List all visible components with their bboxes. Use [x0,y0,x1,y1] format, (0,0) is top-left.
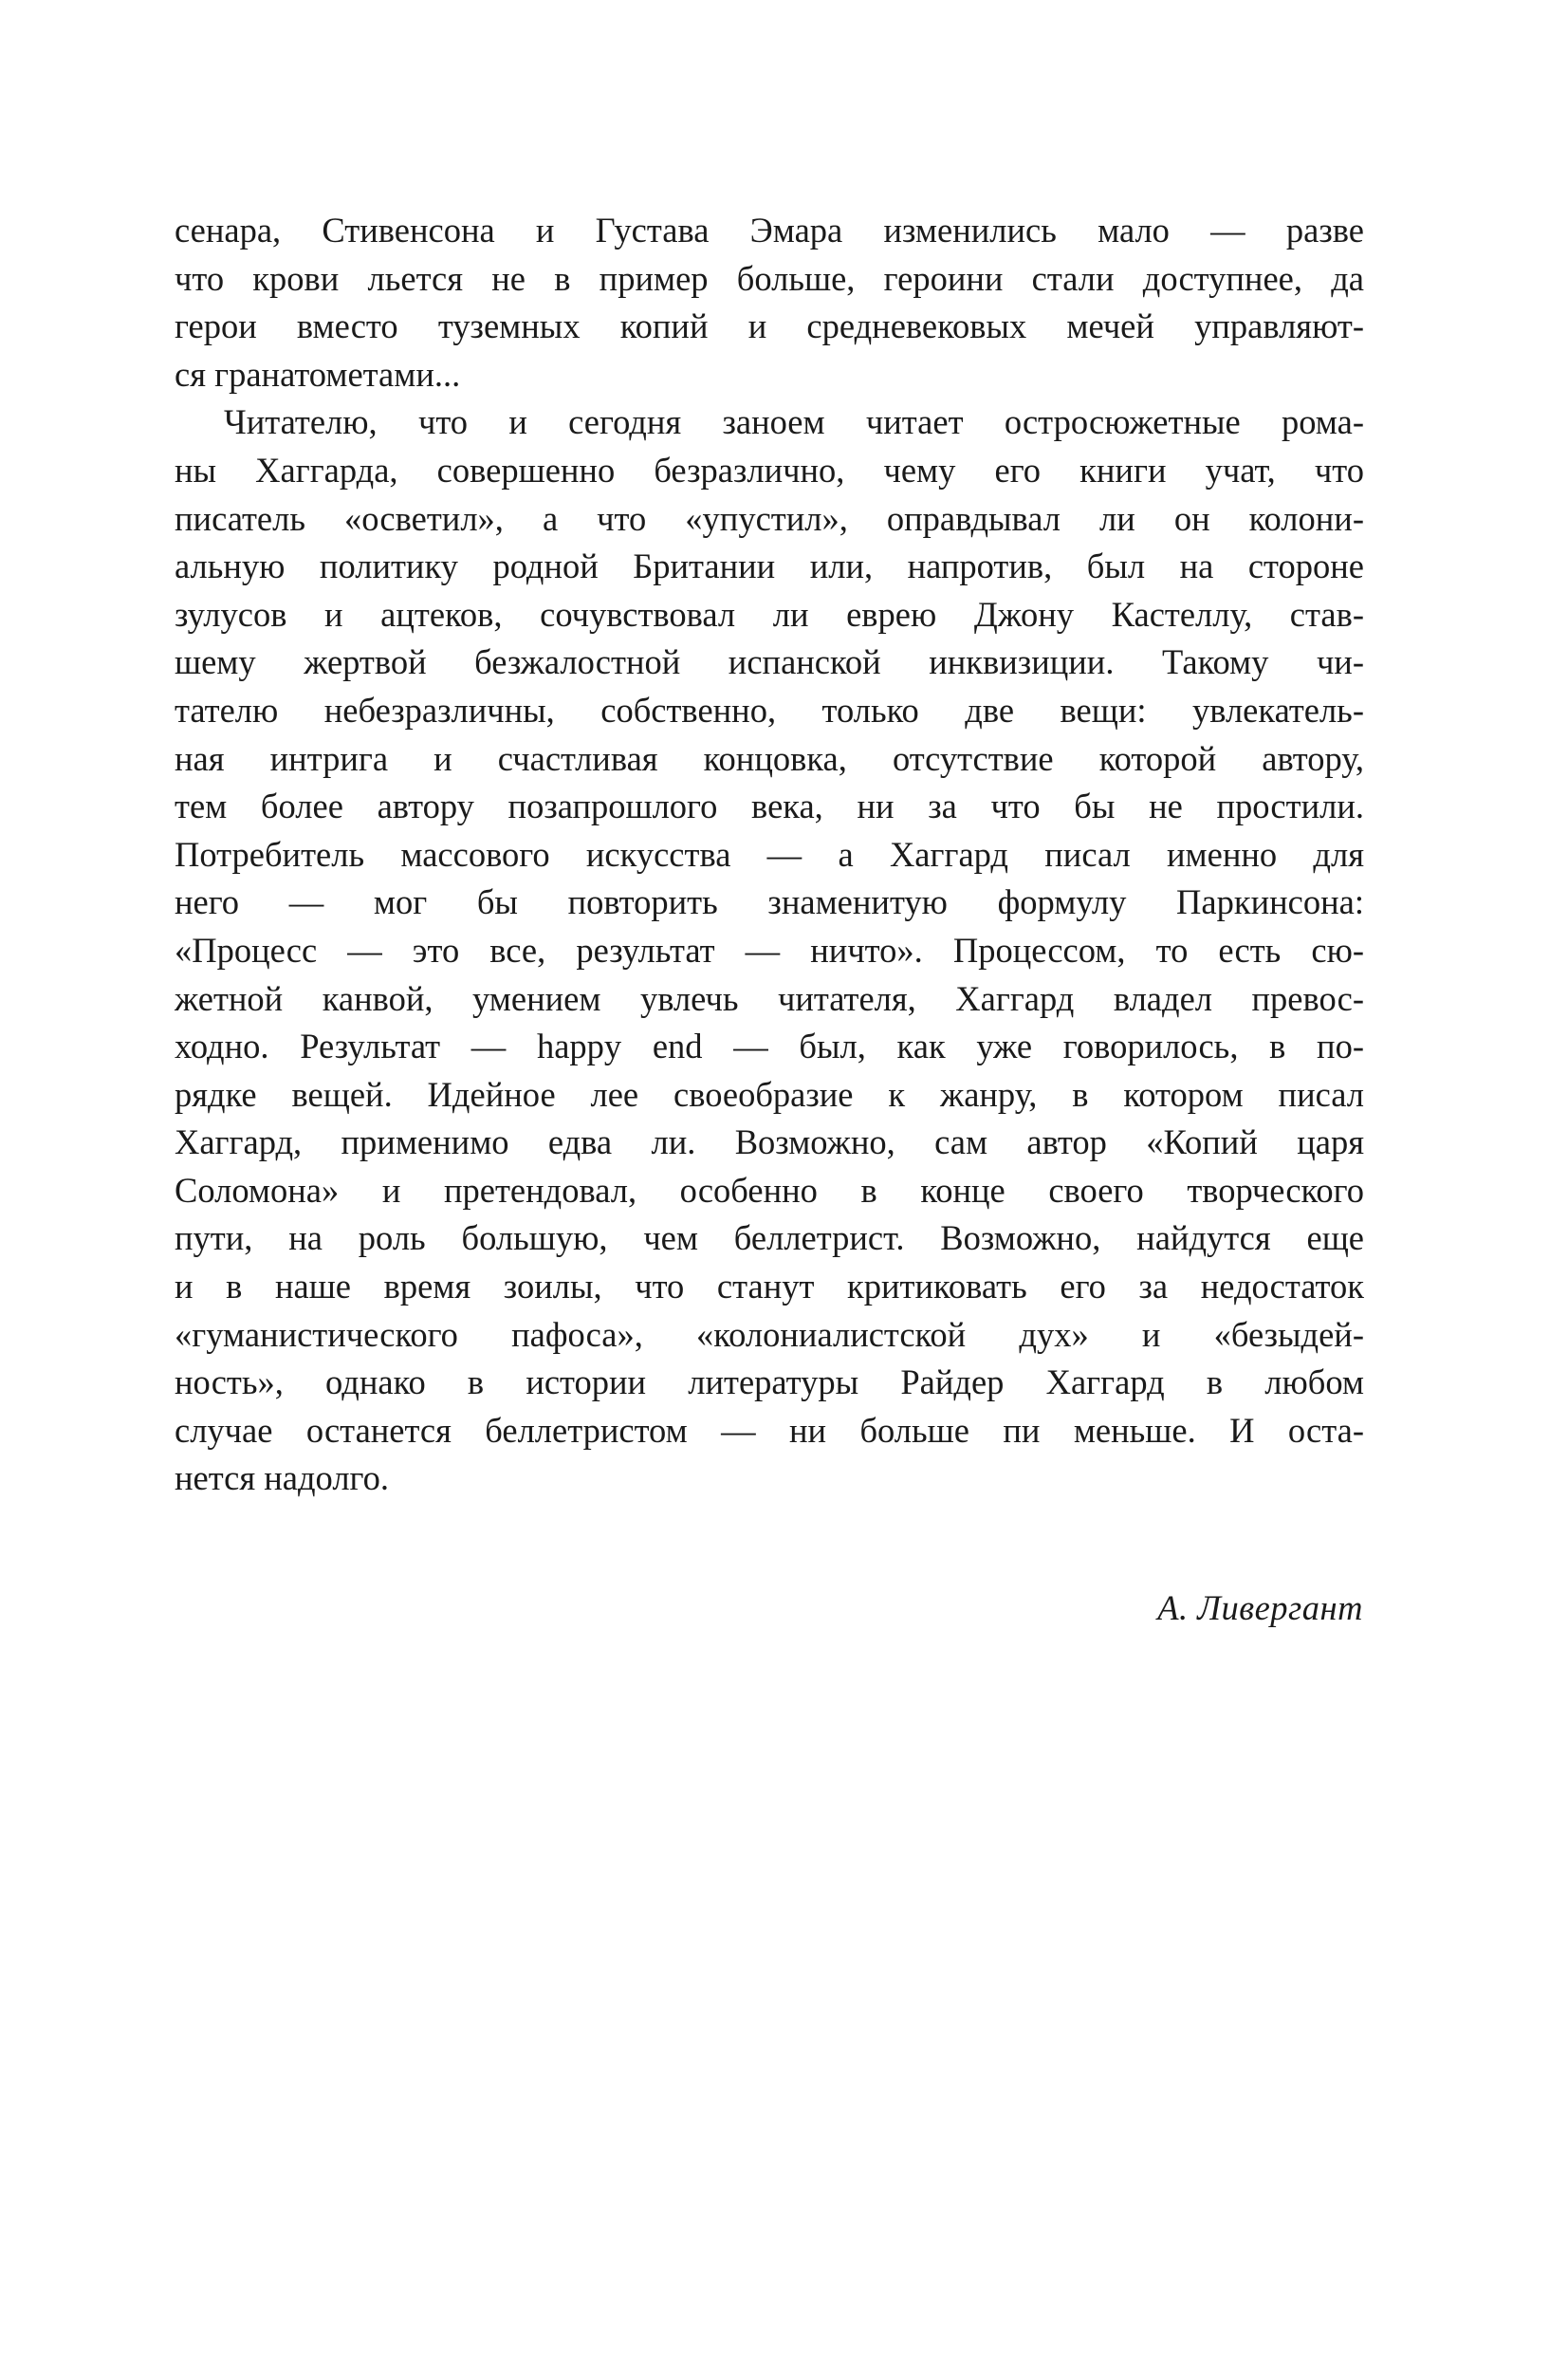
main-paragraph [175,398,1364,1503]
text-line: писатель «осветил», а что «упустил», оправдывал ли он колони- [175,498,1364,538]
text-line: ся гранатометами... [175,354,461,394]
text-line: пути, на роль большую, чем беллетрист. Возможно, найдутся еще [175,1218,1364,1258]
author-signature: А. Ливергант [1157,1588,1363,1627]
text-line: Хаггард, применимо едва ли. Возможно, сам автор «Копий царя [175,1122,1364,1162]
continuation-paragraph [175,207,1364,398]
text-line: «гуманистического пафоса», «колониалистской дух» и «безыдей- [175,1314,1364,1354]
text-line: ходно. Результат — happy end — был, как уже говорилось, в по- [175,1027,1364,1066]
body-text [175,207,1364,1503]
text-line: зулусов и ацтеков, сочувствовал ли еврею Джону Кастеллу, став- [175,594,1364,634]
text-line: ная интрига и счастливая концовка, отсутствие которой автору, [175,738,1364,778]
text-line: и в наше время зоилы, что станут критиковать его за недостаток [175,1267,1364,1306]
text-line: сенара, Стивенсона и Густава Эмара изменились мало — разве [175,211,1364,250]
text-line: Потребитель массового искусства — а Хаггард писал именно для [175,834,1364,874]
text-line: что крови льется не в пример больше, героини стали доступнее, да [175,258,1364,298]
text-line: герои вместо туземных копий и средневековых мечей управляют- [175,306,1364,346]
text-line: ны Хаггарда, совершенно безразлично, чему его книги учат, что [175,450,1364,490]
text-line: «Процесс — это все, результат — ничто». Процессом, то есть сю- [175,930,1364,970]
text-line: тем более автору позапрошлого века, ни за что бы не простили. [175,787,1364,826]
text-line: жетной канвой, умением увлечь читателя, Хаггард владел превос- [175,978,1364,1018]
text-line: случае останется беллетристом — ни больше пи меньше. И оста- [175,1410,1364,1450]
text-line: тателю небезразличны, собственно, только две вещи: увлекатель- [175,690,1364,730]
text-line: ность», однако в истории литературы Райдер Хаггард в любом [175,1362,1364,1402]
text-line: Соломона» и претендовал, особенно в конце своего творческого [175,1170,1364,1210]
text-line: альную политику родной Британии или, напротив, был на стороне [175,547,1364,586]
text-line: шему жертвой безжалостной испанской инквизиции. Такому чи- [175,642,1364,682]
text-line: нется надолго. [175,1458,389,1498]
text-line: рядке вещей. Идейное лее своеобразие к жанру, в котором писал [175,1074,1364,1114]
text-line: него — мог бы повторить знаменитую формулу Паркинсона: [175,882,1364,922]
text-line: Читателю, что и сегодня заноем читает остросюжетные рома- [224,402,1364,442]
